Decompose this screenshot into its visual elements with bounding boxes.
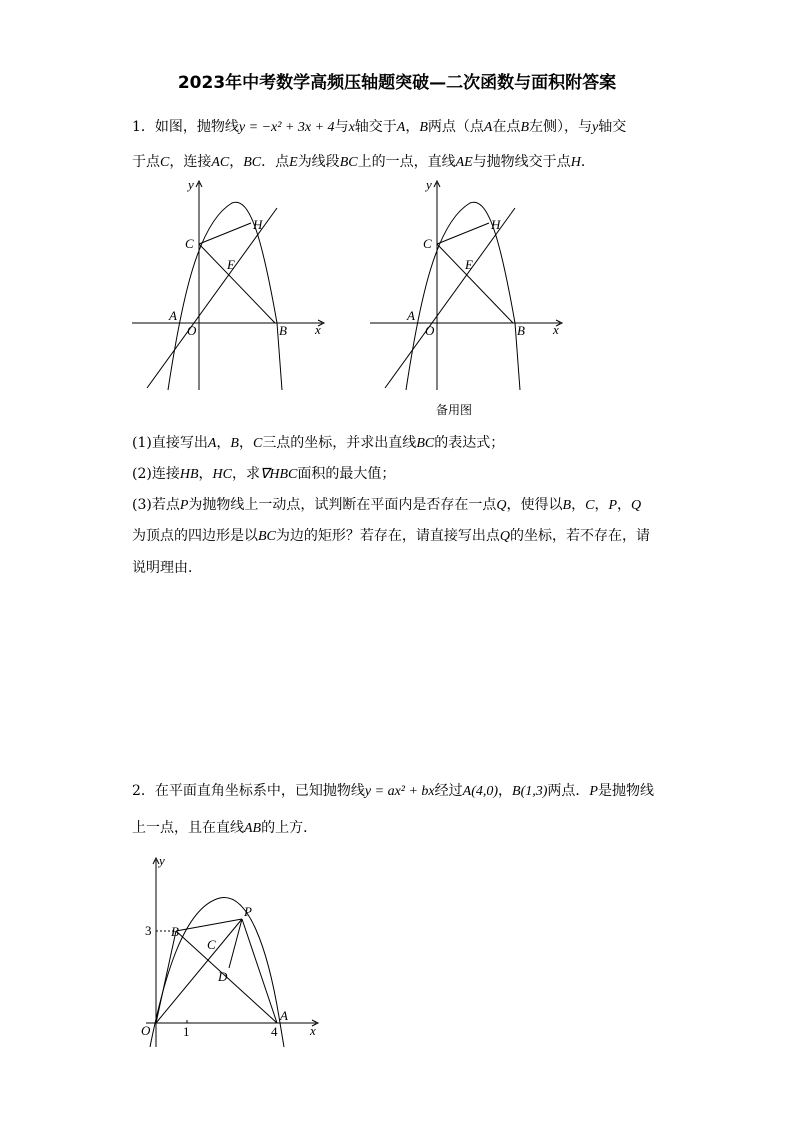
q1-var: C bbox=[585, 498, 595, 513]
q1-text: (3)若点 bbox=[132, 497, 180, 513]
page-title: 2023年中考数学高频压轴题突破—二次函数与面积附答案 bbox=[177, 73, 617, 93]
q1-text: 为顶点的四边形是以 bbox=[132, 528, 258, 544]
q1-var: y bbox=[592, 120, 599, 135]
q2-formula: y = ax² + bx bbox=[364, 784, 435, 799]
q1-text: ， bbox=[198, 466, 213, 482]
q1-sub-2 bbox=[132, 463, 395, 483]
q1-var: AE bbox=[455, 155, 473, 170]
label-H: H bbox=[491, 217, 501, 232]
q1-text: ， bbox=[594, 497, 609, 513]
q2-figure bbox=[138, 852, 328, 1052]
q1-figure-main bbox=[132, 178, 332, 393]
label-A: A bbox=[280, 1008, 288, 1023]
q2-line-2 bbox=[132, 817, 317, 837]
label-E: E bbox=[465, 257, 473, 272]
label-C: C bbox=[185, 236, 194, 251]
q1-var: B bbox=[230, 436, 239, 451]
label-A: A bbox=[169, 308, 177, 323]
label-H: H bbox=[253, 217, 263, 232]
label-B: B bbox=[171, 924, 179, 939]
q2-text: ， bbox=[498, 783, 513, 799]
q1-var: HB bbox=[179, 467, 199, 482]
q1-text: ． bbox=[580, 154, 595, 170]
q1-text: 左侧），与 bbox=[529, 119, 593, 135]
q2-var: B(1,3) bbox=[512, 784, 548, 799]
q1-var: ∇HBC bbox=[259, 467, 298, 482]
label-E: E bbox=[227, 257, 235, 272]
q1-text: ， bbox=[617, 497, 631, 513]
q1-var: Q bbox=[496, 498, 507, 513]
q2-text: 两点． bbox=[547, 783, 590, 799]
q1-var: A bbox=[483, 120, 493, 135]
q1-text: ，使得以 bbox=[506, 497, 563, 513]
q1-text: (2)连接 bbox=[132, 466, 180, 482]
q1-formula: y = −x² + 3x + 4 bbox=[238, 120, 335, 135]
q1-text: 于点 bbox=[132, 154, 160, 170]
q1-sub-3 bbox=[132, 494, 641, 514]
q1-text: 三点的坐标，并求出直线 bbox=[262, 435, 417, 451]
q1-var: Q bbox=[499, 529, 511, 544]
q1-var: A bbox=[207, 436, 217, 451]
q1-text: ，求 bbox=[231, 466, 260, 482]
q1-var: B bbox=[520, 120, 530, 135]
q1-sub-3-line-2 bbox=[132, 525, 650, 545]
label-A: A bbox=[407, 308, 415, 323]
label-O: O bbox=[141, 1023, 151, 1038]
label-D: D bbox=[218, 969, 228, 984]
tick-label-4: 4 bbox=[271, 1024, 278, 1039]
q1-var: BC bbox=[339, 155, 358, 170]
q1-var: C bbox=[160, 155, 170, 170]
parabola bbox=[168, 202, 282, 390]
label-x: x bbox=[315, 322, 321, 337]
q1-var: BC bbox=[243, 155, 262, 170]
q1-var: BC bbox=[416, 436, 435, 451]
label-y: y bbox=[188, 177, 194, 192]
q1-text: (1)直接写出 bbox=[132, 435, 208, 451]
q1-sub-3-line-3: 说明理由． bbox=[132, 560, 202, 576]
tick-label-3: 3 bbox=[145, 923, 152, 938]
label-C: C bbox=[207, 937, 216, 952]
label-P: P bbox=[244, 904, 252, 919]
q1-line-1 bbox=[132, 116, 626, 136]
label-y: y bbox=[426, 177, 432, 192]
q1-var: HC bbox=[212, 467, 232, 482]
q1-text: ， bbox=[571, 497, 586, 513]
q1-text: ．点 bbox=[261, 154, 290, 170]
q1-text: 的表达式； bbox=[434, 435, 505, 451]
q2-text: 的上方． bbox=[261, 820, 318, 836]
q1-var: B bbox=[419, 120, 428, 135]
q1-text: 为线段 bbox=[297, 154, 340, 170]
q1-text: 轴交于 bbox=[354, 119, 397, 135]
q1-text: ， bbox=[229, 154, 244, 170]
figure-caption: 备用图 bbox=[436, 403, 473, 417]
label-x: x bbox=[553, 322, 559, 337]
q1-var: H bbox=[570, 155, 581, 170]
q1-text: 与抛物线交于点 bbox=[472, 154, 571, 170]
q1-var: C bbox=[252, 436, 263, 451]
q1-var: Q bbox=[631, 498, 642, 513]
label-B: B bbox=[279, 323, 287, 338]
q1-text: ， bbox=[216, 435, 231, 451]
q1-var: P bbox=[179, 498, 189, 513]
q1-text: ， bbox=[238, 435, 253, 451]
line-AE bbox=[147, 208, 277, 388]
q2-text: 经过 bbox=[434, 783, 463, 799]
label-O: O bbox=[187, 323, 197, 338]
q2-var: P bbox=[589, 784, 598, 799]
q2-text: 是抛物线 bbox=[597, 783, 654, 799]
label-C: C bbox=[423, 236, 432, 251]
q2-var: A(4,0) bbox=[462, 784, 499, 799]
q1-text: 两点（点 bbox=[427, 119, 484, 135]
label-x: x bbox=[310, 1023, 316, 1038]
parabola bbox=[150, 898, 284, 1047]
q1-text: 1．如图，抛物线 bbox=[132, 119, 239, 135]
q1-var: E bbox=[289, 155, 298, 170]
q1-figure-spare bbox=[370, 178, 570, 393]
line-AE bbox=[385, 208, 515, 388]
q1-text: ， bbox=[405, 119, 420, 135]
segment-BP bbox=[176, 919, 242, 931]
q1-text: 面积的最大值； bbox=[297, 466, 396, 482]
label-y: y bbox=[159, 853, 165, 868]
q2-text: 上一点，且在直线 bbox=[132, 820, 244, 836]
tick-label-1: 1 bbox=[183, 1024, 190, 1039]
q1-var: x bbox=[348, 120, 355, 135]
q1-line-2 bbox=[132, 151, 595, 171]
q1-text: 在点 bbox=[492, 119, 521, 135]
segment-OB bbox=[156, 931, 176, 1023]
q1-text: 的坐标，若不存在，请 bbox=[510, 528, 651, 544]
q1-text: 为抛物线上一动点，试判断在平面内是否存在一点 bbox=[188, 497, 497, 513]
q1-text: ，连接 bbox=[169, 154, 212, 170]
q1-var: B bbox=[562, 498, 572, 513]
q2-line-1 bbox=[132, 780, 654, 800]
q2-var: AB bbox=[244, 821, 262, 836]
q2-text: 2．在平面直角坐标系中，已知抛物线 bbox=[132, 783, 365, 799]
q1-text: 为边的矩形？若存在，请直接写出点 bbox=[275, 528, 500, 544]
q1-sub-1 bbox=[132, 432, 504, 452]
q1-var: A bbox=[396, 120, 406, 135]
q1-var: AC bbox=[211, 155, 230, 170]
q1-text: 轴交 bbox=[598, 119, 627, 135]
q1-var: BC bbox=[258, 529, 276, 544]
label-O: O bbox=[425, 323, 435, 338]
parabola bbox=[406, 202, 520, 390]
label-B: B bbox=[517, 323, 525, 338]
q1-var: P bbox=[608, 498, 617, 513]
q1-text: 上的一点，直线 bbox=[357, 154, 456, 170]
q1-text: 与 bbox=[334, 119, 349, 135]
